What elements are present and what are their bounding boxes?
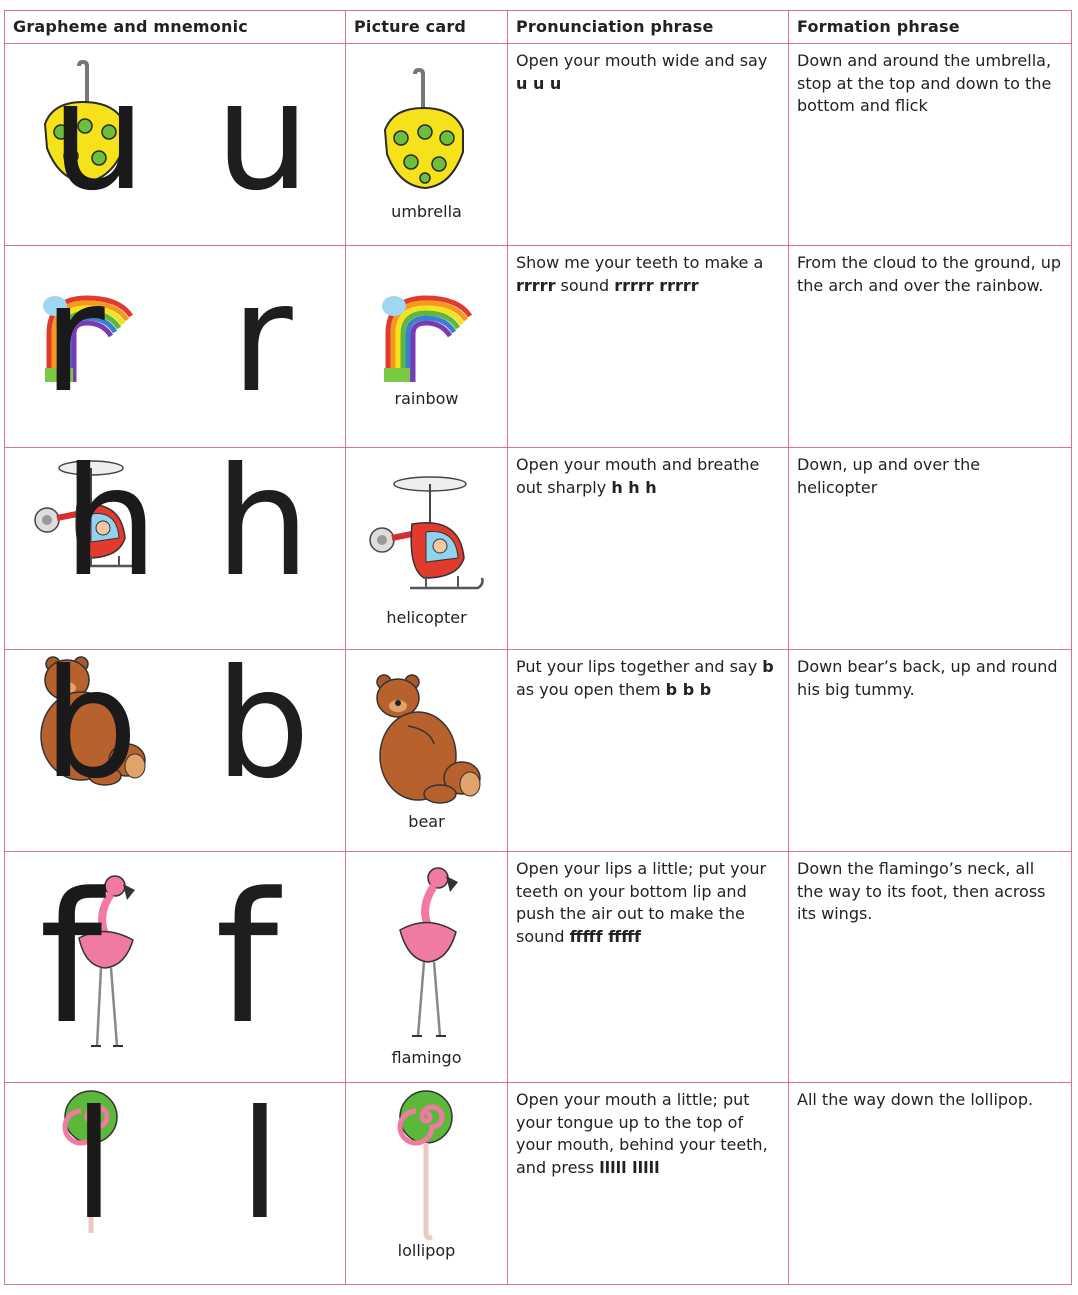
flamingo-icon (388, 866, 468, 1042)
picture-card-label: flamingo (391, 1048, 462, 1067)
grapheme-cell (5, 44, 346, 246)
table-row (5, 650, 1072, 852)
formation-cell: All the way down the lollipop. (789, 1083, 1072, 1285)
grapheme-letter: u (215, 50, 311, 224)
mnemonic-letter: h (63, 436, 159, 610)
header-pronunciation: Pronunciation phrase (508, 11, 789, 44)
grapheme-cell (5, 638, 346, 852)
table-row (5, 852, 1072, 1083)
pronunciation-text: Open your mouth wide and say (516, 51, 768, 70)
grapheme-cell (5, 852, 346, 1083)
pronunciation-cell (508, 44, 789, 246)
formation-cell: Down, up and over the helicopter (789, 448, 1072, 650)
grapheme-letter: r (231, 252, 293, 426)
pronunciation-cell (508, 246, 789, 448)
grapheme-cell (5, 246, 346, 448)
grapheme-cell (5, 436, 346, 650)
pronunciation-sound: lllll lllll (599, 1157, 660, 1177)
table-row (5, 246, 1072, 448)
pronunciation-sound: b (762, 657, 774, 676)
grapheme-cell (5, 1079, 346, 1285)
pronunciation-cell (508, 650, 789, 852)
pronunciation-text: Put your lips together and say (516, 657, 758, 676)
picture-card-cell (346, 1083, 508, 1285)
picture-card-cell (346, 650, 508, 852)
pronunciation-cell (508, 1083, 789, 1285)
pronunciation-text: Open your mouth and breathe out sharply (516, 455, 760, 497)
mnemonic-letter: r (43, 252, 105, 426)
picture-card-label: helicopter (386, 608, 467, 627)
picture-card-cell (346, 448, 508, 650)
pronunciation-sound-repeat: rrrrr rrrrr (614, 275, 699, 295)
pronunciation-sound-repeat: b b b (665, 679, 712, 699)
pronunciation-text-mid: sound (560, 275, 610, 295)
mnemonic-letter: b (43, 638, 139, 812)
table-row (5, 1083, 1072, 1285)
lollipop-icon (396, 1089, 456, 1239)
picture-card-label: umbrella (391, 202, 462, 221)
formation-cell: Down the flamingo’s neck, all the way to its foot, then across its wings. (789, 852, 1072, 1083)
table-row (5, 44, 1072, 246)
picture-card-label: bear (408, 812, 445, 831)
pronunciation-sound: fffff fffff (569, 926, 641, 946)
mnemonic-letter: u (51, 50, 147, 224)
header-picture: Picture card (346, 11, 508, 44)
phonics-table (4, 10, 1072, 1285)
pronunciation-cell (508, 852, 789, 1083)
formation-cell: From the cloud to the ground, up the arch and over the rainbow. (789, 246, 1072, 448)
header-grapheme: Grapheme and mnemonic (5, 11, 346, 44)
table-row (5, 448, 1072, 650)
formation-cell: Down bear’s back, up and round his big tummy. (789, 650, 1072, 852)
pronunciation-text-cont: as you open them (516, 679, 661, 699)
picture-card-cell (346, 246, 508, 448)
grapheme-letter: b (215, 638, 311, 812)
helicopter-icon (366, 474, 490, 598)
picture-card-label: lollipop (397, 1241, 456, 1260)
pronunciation-text: Open your lips a little; put your teeth on your bottom lip and push the air out to make the sound (516, 859, 767, 946)
picture-card-cell (346, 852, 508, 1083)
picture-card-label: rainbow (394, 389, 459, 408)
rainbow-icon (380, 294, 472, 384)
grapheme-letter: l (239, 1079, 281, 1253)
mnemonic-letter: f (39, 855, 103, 1064)
grapheme-letter: h (215, 436, 311, 610)
formation-cell: Down and around the umbrella, stop at the top and down to the bottom and flick (789, 44, 1072, 246)
picture-card-cell (346, 44, 508, 246)
pronunciation-sound: u u u (516, 73, 562, 93)
grapheme-letter: f (215, 855, 279, 1064)
mnemonic-letter: l (73, 1079, 115, 1253)
bear-icon (372, 674, 484, 804)
pronunciation-text: Show me your teeth to make a (516, 253, 764, 272)
pronunciation-sound: h h h (611, 477, 657, 497)
umbrella-icon (383, 70, 467, 200)
pronunciation-sound: rrrrr (516, 275, 556, 295)
header-row (5, 11, 1072, 44)
header-formation: Formation phrase (789, 11, 1072, 44)
pronunciation-cell (508, 448, 789, 650)
pronunciation-text: Open your mouth a little; put your tongue up to the top of your mouth, behind your teeth, and press (516, 1090, 768, 1177)
